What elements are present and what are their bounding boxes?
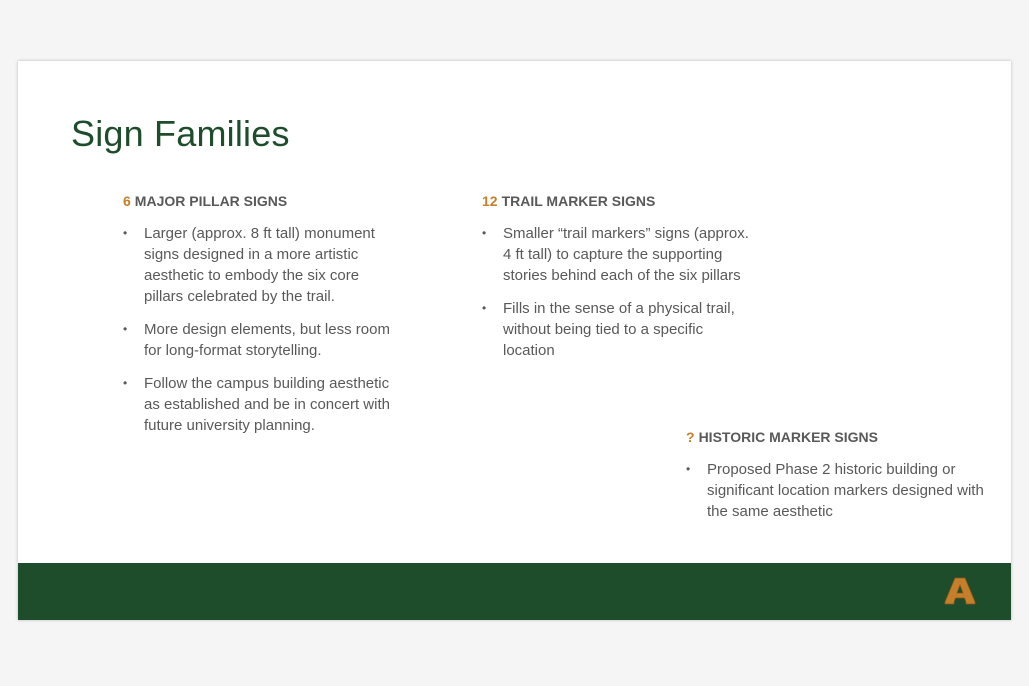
slide-title: Sign Families <box>71 113 290 154</box>
sign-count: ? <box>686 429 695 445</box>
sign-family-heading <box>123 193 393 209</box>
sign-count: 12 <box>482 193 498 209</box>
sign-family-heading <box>686 429 986 445</box>
sign-family-title: TRAIL MARKER SIGNS <box>501 193 656 209</box>
sign-family-trail-marker <box>482 193 752 373</box>
bullet-item: • Smaller “trail markers” signs (approx. 4 ft tall) to capture the supporting stories behind each of the six pillars <box>482 223 752 286</box>
sign-family-title: HISTORIC MARKER SIGNS <box>698 429 878 445</box>
university-a-logo-icon <box>944 577 976 605</box>
bullet-list <box>686 459 986 522</box>
sign-family-historic-marker <box>686 429 986 534</box>
bullet-list <box>482 223 752 361</box>
slide <box>18 61 1011 620</box>
bullet-item: • Larger (approx. 8 ft tall) monument signs designed in a more artistic aesthetic to embody the six core pillars celebrated by the trail. <box>123 223 393 307</box>
sign-count: 6 <box>123 193 131 209</box>
sign-family-heading <box>482 193 752 209</box>
sign-family-major-pillar <box>123 193 393 448</box>
bullet-item: • Follow the campus building aesthetic as established and be in concert with future university planning. <box>123 373 393 436</box>
bullet-item: • Fills in the sense of a physical trail, without being tied to a specific location <box>482 298 752 361</box>
bullet-item: • More design elements, but less room for long-format storytelling. <box>123 319 393 361</box>
sign-family-title: MAJOR PILLAR SIGNS <box>134 193 288 209</box>
bullet-item: • Proposed Phase 2 historic building or significant location markers designed with the same aesthetic <box>686 459 986 522</box>
bullet-list <box>123 223 393 436</box>
footer-bar <box>18 563 1011 620</box>
